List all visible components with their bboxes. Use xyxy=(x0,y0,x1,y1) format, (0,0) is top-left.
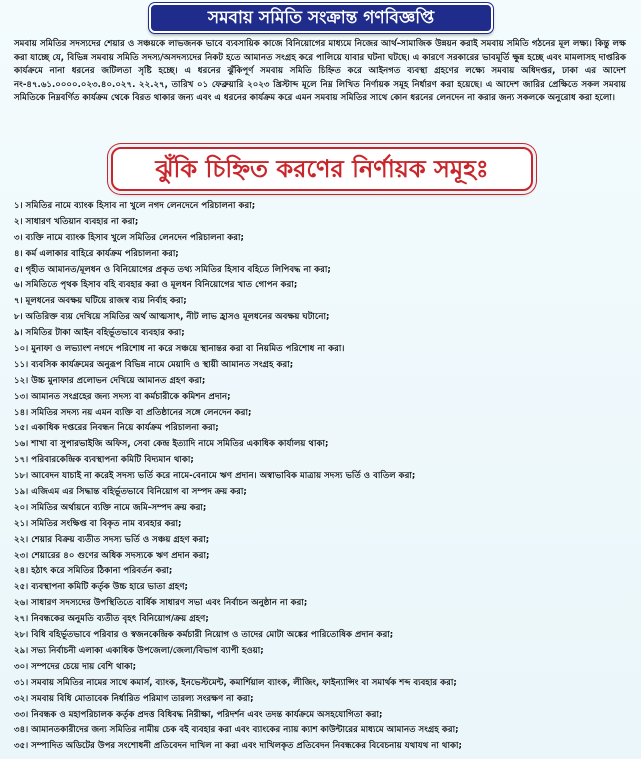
criteria-item xyxy=(14,215,634,231)
criteria-number: ২১। xyxy=(14,518,29,529)
criteria-item xyxy=(14,692,634,708)
criteria-text: সমিতির নামে ব্যাংক হিসাব না খুলে নগদ লেনদেনে পরিচালনা করা; xyxy=(25,201,256,211)
criteria-number: ১৭। xyxy=(14,455,29,466)
criteria-text: কর্ম এলাকার বাহিরে কার্যক্রম পরিচালনা করা; xyxy=(25,248,179,259)
criteria-item xyxy=(14,564,634,580)
criteria-number: ২৯। xyxy=(14,645,29,656)
criteria-item xyxy=(14,310,634,326)
criteria-item xyxy=(14,485,634,501)
criteria-item xyxy=(14,723,634,739)
criteria-number: ২৮। xyxy=(14,630,29,641)
criteria-item xyxy=(14,199,634,215)
criteria-item xyxy=(14,247,634,263)
criteria-item xyxy=(14,469,634,485)
criteria-item xyxy=(14,326,634,342)
criteria-item xyxy=(14,231,634,247)
criteria-number: ১৯। xyxy=(14,487,29,498)
criteria-number: ৩২। xyxy=(14,693,29,704)
criteria-number: ২০। xyxy=(14,502,29,513)
criteria-number: ২২। xyxy=(14,534,29,545)
criteria-number: ৩১। xyxy=(14,677,29,688)
criteria-item xyxy=(14,358,634,374)
criteria-item xyxy=(14,294,634,310)
criteria-number: ৩৫। xyxy=(14,741,29,752)
criteria-text: নিবন্ধক ও মহাপরিচালক কর্তৃক প্রদত্ত বিধিবদ্ধ নিরীক্ষা, পরিদর্শন এবং তদন্ত কার্যক্রমে অসহযোগিতা করা; xyxy=(31,709,383,720)
criteria-text: শেয়ারের ৪০ গুণের অধিক সদস্যকে ঋণ প্রদান করা; xyxy=(31,550,210,561)
criteria-text: সাধারণ সদস্যদের উপস্থিতিতে বার্ষিক সাধারণ সভা এবং নির্বাচন অনুষ্ঠান না করা; xyxy=(31,598,308,609)
criteria-text: নিবন্ধকের অনুমতি ব্যতীত বৃহৎ বিনিয়োগ/ক্রয় গ্রহণ; xyxy=(31,614,209,625)
criteria-number: ২৪। xyxy=(14,566,29,577)
criteria-number: ২৬। xyxy=(14,598,29,609)
criteria-item xyxy=(14,676,634,692)
criteria-item xyxy=(14,644,634,660)
criteria-item xyxy=(14,549,634,565)
criteria-text: পরিবারকেন্দ্রিক ব্যবস্থাপনা কমিটি বিদ্যমান থাকা; xyxy=(31,455,194,466)
criteria-text: আবেদন যাচাই না করেই সদস্য ভর্তি করে নামে-বেনামে ঋণ প্রদান। অস্বাভাবিক মাত্রায় সদস্য ভর্তি ও বাতিল করা; xyxy=(31,471,416,482)
criteria-number: ১০। xyxy=(14,344,29,355)
criteria-text: সাধারণ খতিয়ান ব্যবহার না করা; xyxy=(25,216,139,227)
criteria-number: ৩০। xyxy=(14,661,29,672)
criteria-text: সমিতিতে পৃথক হিসাব বহি ব্যবহার করা ও মূলধন বিনিয়োগের খাত গোপন করা; xyxy=(25,280,298,291)
criteria-item xyxy=(14,390,634,406)
criteria-number: ৩৩। xyxy=(14,709,29,720)
criteria-text: সম্পদের চেয়ে দায় বেশি থাকা; xyxy=(31,661,137,672)
criteria-item xyxy=(14,517,634,533)
criteria-number: ১৪। xyxy=(14,407,29,418)
criteria-number: ১২। xyxy=(14,375,29,386)
criteria-number: ২৭। xyxy=(14,614,29,625)
criteria-text: মুনাফা ও লভ্যাংশ নগদে পরিশোধ না করে সঞ্চয়ে স্থানান্তর করা বা নিয়মিত পরিশোধ না করা। xyxy=(31,344,345,355)
criteria-text: সমিতির অর্থায়নে ব্যক্তি নামে জমি-সম্পদ ক্রয় করা; xyxy=(31,502,207,513)
criteria-item xyxy=(14,533,634,549)
criteria-number: ১৮। xyxy=(14,471,29,482)
criteria-text: মূলধনের অবক্ষয় ঘটিয়ে রাজস্ব ব্যয় নির্বাহ করা; xyxy=(25,296,187,307)
criteria-heading: ঝুঁকি চিহ্নিত করণের নির্ণায়ক সমূহঃ xyxy=(111,147,533,191)
criteria-text: সমবায় বিধি মোতাবেক নির্ধারিত পরিমাণ তারল্য সংরক্ষণ না করা; xyxy=(31,693,254,704)
criteria-text: একাধিক দপ্তরের নিবন্ধন নিয়ে কার্যক্রম পরিচালনা করা; xyxy=(31,423,219,434)
criteria-text: অতিরিক্ত ব্যয় দেখিয়ে সমিতির অর্থ আত্মসাৎ, নীট লাভ হ্রাসও মূলধনের অবক্ষয় ঘটানো; xyxy=(25,312,330,323)
criteria-item xyxy=(14,501,634,517)
criteria-text: আমানতকারীদের জন্য সমিতির নামীয় চেক বই ব্যবহার করা এবং ব্যাংকের ন্যায় ক্যাশ কাউন্টারের মাধ্যমে আমানত সংগ্রহ করা; xyxy=(31,725,459,736)
criteria-item xyxy=(14,437,634,453)
criteria-number: ১। xyxy=(14,201,23,211)
criteria-item xyxy=(14,342,634,358)
criteria-text: সমিতির সদস্য নয় এমন ব্যক্তি বা প্রতিষ্ঠানের সঙ্গে লেনদেন করা; xyxy=(31,407,252,418)
criteria-text: উচ্চ মুনাফার প্রলোভন দেখিয়ে আমানত গ্রহণ করা; xyxy=(31,375,206,386)
criteria-item xyxy=(14,278,634,294)
page-title: সমবায় সমিতি সংক্রান্ত গণবিজ্ঞপ্তি xyxy=(149,3,493,33)
criteria-text: হঠাৎ করে সমিতির ঠিকানা পরিবর্তন করা; xyxy=(31,566,173,577)
criteria-list xyxy=(14,199,634,755)
criteria-text: সভ্য নির্বাচনী এলাকা একাধিক উপজেলা/জেলা/বিভাগ ব্যাপী হওয়া; xyxy=(31,645,264,656)
criteria-number: ২। xyxy=(14,216,23,227)
criteria-number: ৩। xyxy=(14,232,23,243)
criteria-text: সমবায় সমিতির নামের সাথে কমার্স, ব্যাংক, ইনভেস্টমেন্ট, কমার্শিয়াল ব্যাংক, লীজিং, ফাইন্যান্সিং বা সমার্থক শব্দ ব্যবহার করা; xyxy=(31,677,457,688)
criteria-item xyxy=(14,660,634,676)
criteria-text: এজিএম এর সিদ্ধান্ত বহির্ভূতভাবে বিনিয়োগ বা সম্পদ ক্রয় করা; xyxy=(31,487,247,498)
criteria-text: শেয়ার বিক্রয় ব্যতীত সদস্য ভর্তি ও সঞ্চয় গ্রহণ করা; xyxy=(31,534,210,545)
criteria-text: ব্যবস্থাপনা কমিটি কর্তৃক উচ্চ হারে ভাতা গ্রহণ; xyxy=(31,582,188,593)
intro-paragraph: সমবায় সমিতির সদস্যদের শেয়ার ও সঞ্চয়কে লাভজনক ভাবে ব্যবসায়িক কাজে বিনিয়োগের মাধ্যমে নিজের আর্থ-সামাজিক উন্নয়ন করাই সমবায় সমিতি গঠনের মূল লক্ষ্য। কিন্তু লক্ষ করা যাচ্ছে যে, বিভিন্ন সমবায় সমিতি সদস্য/অসদস্যদের নিকট হতে আমানত সংগ্রহ করে পালিয়ে যাবার ঘটনা ঘটছে। এ কারণে সরকারের ভাবমূর্তি ক্ষুন্ন হচ্ছে এবং মামলাসহ দাপ্তরিক কার্যক্রমে নানা ধরনের জটিলতা সৃষ্টি হচ্ছে। এ ধরনের ঝুঁকিপূর্ণ সমবায় সমিতি চিহ্নিত করে আইনগত ব্যবস্থা গ্রহণের লক্ষ্যে সমবায় অধিদপ্তর, ঢাকা এর আদেশ নং-৪৭.৬১.০০০০.০২৩.৪০.০২৭. ২২.২৭, তারিখ ০১ ফেব্রুয়ারি ২০২৩ খ্রিস্টাব্দ মূলে নিম্ন লিখিত নির্ণায়ক সমূহ নির্ধারণ করা হয়েছে। এ আদেশ জারির প্রেক্ষিতে সকল সমবায় সমিতিকে নিম্নবর্ণিত কার্যক্রম থেকে বিরত থাকার জন্য এবং এ ধরনের কার্যক্রম করে এমন সমবায় সমিতির সাথে কোন ধরনের লেনদেন না করার জন্য সকলকে অনুরোধ করা হলো। xyxy=(14,39,626,104)
criteria-text: সম্পাদিত অডিটের উপর সংশোধনী প্রতিবেদন দাখিল না করা এবং দাখিলকৃত প্রতিবেদন নিবন্ধকের বিবেচনায় যথাযথ না থাকা; xyxy=(31,741,462,752)
criteria-text: সমিতির সংক্ষিপ্ত বা বিকৃত নাম ব্যবহার করা; xyxy=(31,518,182,529)
criteria-number: ১৩। xyxy=(14,391,29,402)
criteria-number: ২৩। xyxy=(14,550,29,561)
criteria-item xyxy=(14,453,634,469)
criteria-number: ৭। xyxy=(14,296,23,307)
criteria-number: ৬। xyxy=(14,280,23,291)
criteria-number: ১৫। xyxy=(14,423,29,434)
criteria-item xyxy=(14,406,634,422)
criteria-number: ৩৪। xyxy=(14,725,29,736)
criteria-number: ৮। xyxy=(14,312,23,323)
criteria-number: ১৬। xyxy=(14,439,29,450)
criteria-item xyxy=(14,580,634,596)
criteria-text: বিধি বহির্ভূতভাবে পরিবার ও স্বজনকেন্দ্রিক কর্মচারী নিয়োগ ও তাদের মোটা অঙ্কের পারিতোষিক প্রদান করা; xyxy=(31,630,394,641)
criteria-text: ব্যবসিক কার্যক্রমের অনুরূপ বিভিন্ন নামে মেয়াদি ও স্থায়ী আমানত সংগ্রহ করা; xyxy=(31,359,294,370)
criteria-number: ৪। xyxy=(14,248,23,259)
criteria-text: শাখা বা সুপারভাইজি অফিস, সেবা কেন্দ্র ইত্যাদি নামে সমিতির একাধিক কার্যালয় থাকা; xyxy=(31,439,329,450)
criteria-item xyxy=(14,708,634,724)
criteria-item xyxy=(14,612,634,628)
criteria-item xyxy=(14,628,634,644)
criteria-item xyxy=(14,596,634,612)
criteria-item xyxy=(14,739,634,755)
criteria-item xyxy=(14,421,634,437)
criteria-number: ১১। xyxy=(14,359,29,370)
criteria-number: ৯। xyxy=(14,328,23,339)
criteria-text: আমানত সংগ্রহের জন্য সদস্য বা কর্মচারীকে কমিশন প্রদান; xyxy=(31,391,231,402)
criteria-number: ২৫। xyxy=(14,582,29,593)
criteria-item xyxy=(14,374,634,390)
criteria-text: গৃহীত আমানত/মূলধন ও বিনিয়োগের প্রকৃত তথ্য সমিতির হিসাব বহিতে লিপিবদ্ধ না করা; xyxy=(25,264,331,275)
criteria-text: সমিতির টাকা আইন বহির্ভূতভাবে ব্যবহার করা; xyxy=(25,328,185,339)
criteria-text: ব্যক্তি নামে ব্যাংক হিসাব খুলে সমিতির লেনদেন পরিচালনা করা; xyxy=(25,232,244,243)
criteria-number: ৫। xyxy=(14,264,23,275)
criteria-item xyxy=(14,263,634,279)
